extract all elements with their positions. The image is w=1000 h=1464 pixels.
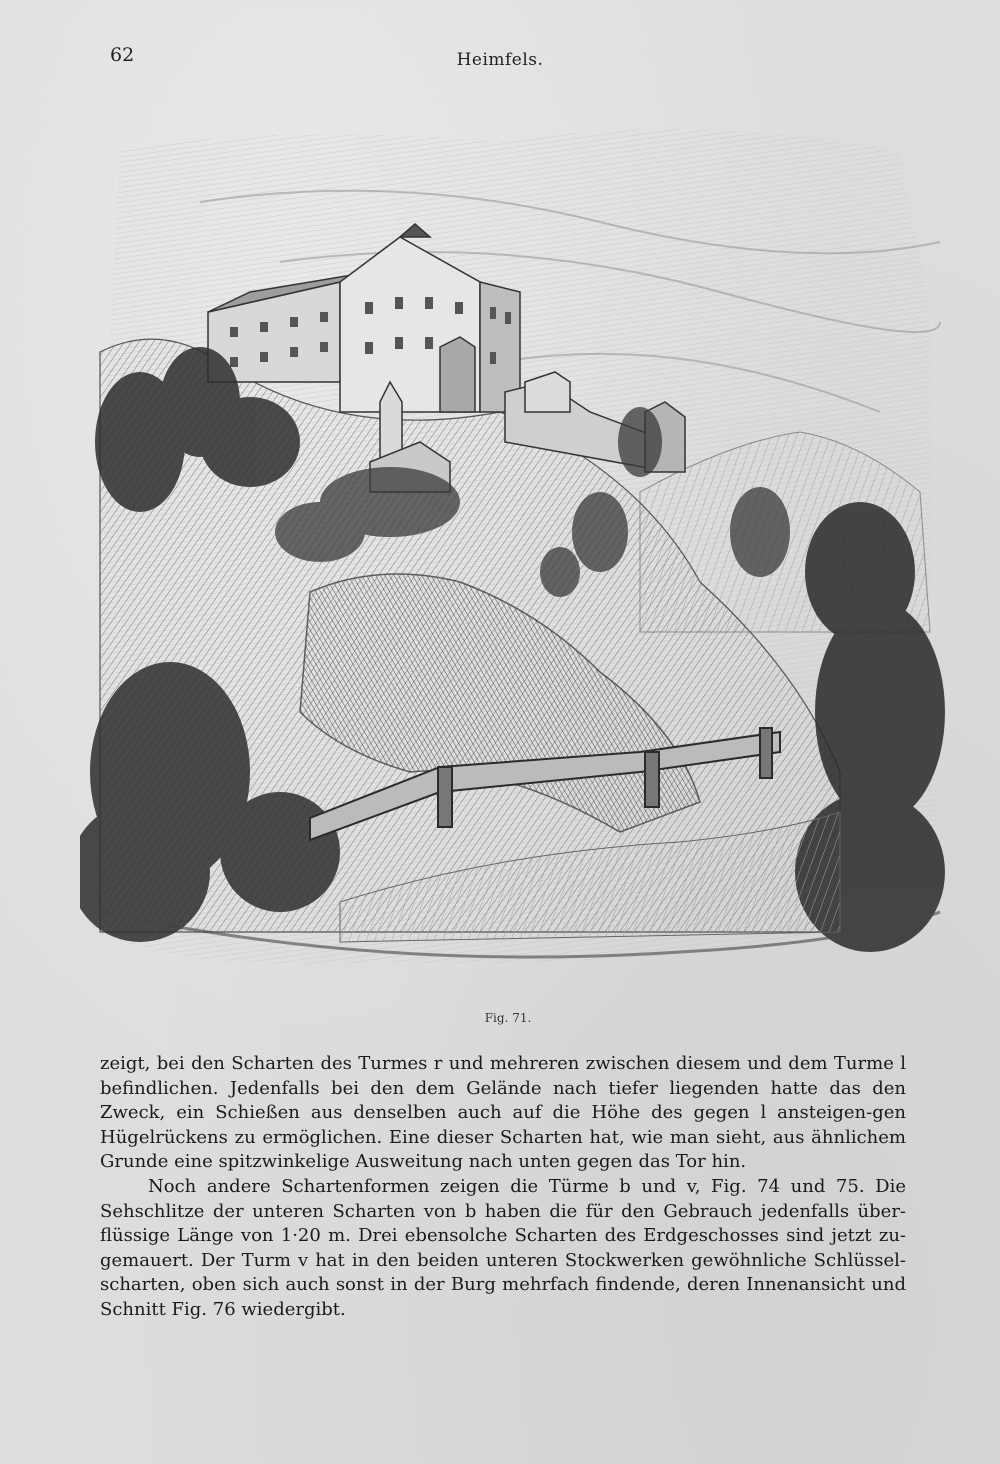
paragraph-2: Noch andere Schartenformen zeigen die Türme b und v, Fig. 74 und 75. Die Sehschlitze der unteren Scharten von b haben die für den Gebrauch jedenfalls über-flüssige Länge von 1·20 m. Drei ebensolche Scharten des Erdgeschosses sind jetzt zu-gemauert. Der Turm v hat in den beiden unteren Stockwerken gewöhnliche Schlüssel-scharten, oben sich auch sonst in der Burg mehrfach findende, deren Innenansicht und Schnitt Fig. 76 wiedergibt. (100, 1175, 906, 1320)
running-head: Heimfels. (456, 50, 544, 70)
figure-caption: Fig. 71. (484, 1011, 532, 1025)
body-text (100, 1052, 906, 1323)
paragraph-1: zeigt, bei den Scharten des Turmes r und mehreren zwischen diesem und dem Turme l befindlichen. Jedenfalls bei den dem Gelände nach tiefer liegenden hatte das den Zweck, ein Schießen aus denselben auch auf die Höhe des gegen l ansteigen-gen Hügelrückens zu ermöglichen. Eine dieser Scharten hat, wie man sieht, aus ähnlichem Grunde eine spitzwinkelige Ausweitung nach unten gegen das Tor hin. (100, 1053, 906, 1173)
page-number: 62 (110, 44, 135, 66)
castle-engraving (80, 112, 950, 984)
